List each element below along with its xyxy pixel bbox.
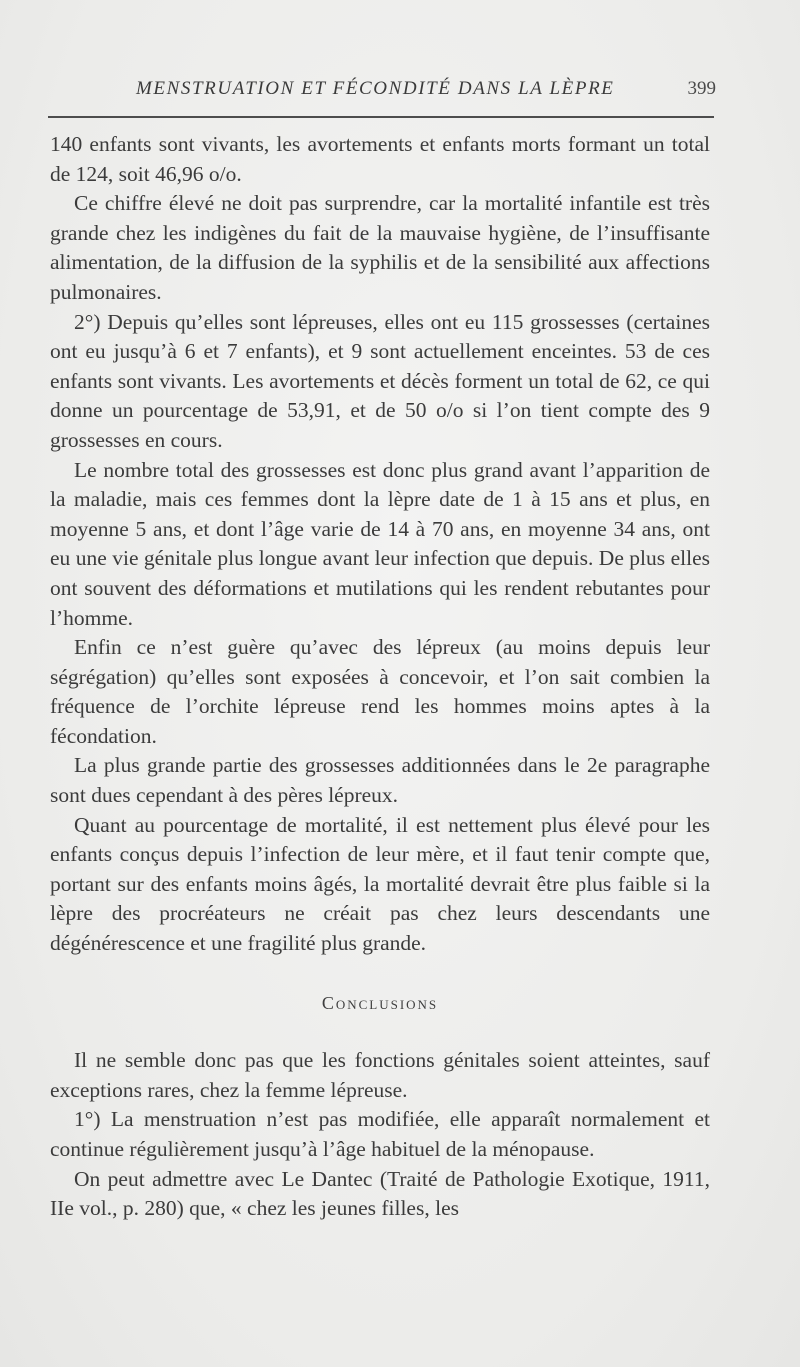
paragraph-4: Le nombre total des grossesses est donc plus grand avant l’apparition de la maladie, mais ces femmes dont la lèpre date de 1 à 15 ans et plus, en moyenne 5 ans, et dont l’âge varie de 14 à 70 ans, en moyenne 34 ans, ont eu une vie génitale plus longue avant leur infection que depuis. De plus elles ont souvent des déformations et mutilations qui les rendent rebutantes pour l’homme. <box>50 457 710 630</box>
running-header <box>50 78 716 102</box>
section-heading-conclusions: Conclusions <box>321 992 439 1013</box>
header-rule <box>48 116 714 118</box>
conclusion-paragraph-2: 1°) La menstruation n’est pas modifiée, elle apparaît normalement et continue régulièrement jusqu’à l’âge habituel de la ménopause. <box>50 1107 710 1161</box>
running-title: MENSTRUATION ET FÉCONDITÉ DANS LA LÈPRE <box>136 78 615 99</box>
paragraph-6: La plus grande partie des grossesses additionnées dans le 2e paragraphe sont dues cependant à des pères lépreux. <box>50 753 710 808</box>
paragraph-2: Ce chiffre élevé ne doit pas surprendre, car la mortalité infantile est très grande chez les indigènes du fait de la mauvaise hygiène, de l’insuffisante alimentation, de la diffusion de la syphilis et de la sensibilité aux affections pulmonaires. <box>50 191 710 304</box>
paragraph-7: Quant au pourcentage de mortalité, il est nettement plus élevé pour les enfants conçus depuis l’infection de leur mère, et il faut tenir compte que, portant sur des enfants moins âgés, la mortalité devrait être plus faible si la lèpre des procréateurs ne créait pas chez leurs descendants une dégénérescence et une fragilité plus grande. <box>50 812 710 956</box>
paragraph-3: 2°) Depuis qu’elles sont lépreuses, elles ont eu 115 grossesses (certaines ont eu jusqu’à 6 et 7 enfants), et 9 sont actuellement enceintes. 53 de ces enfants sont vivants. Les avortements et décès forment un total de 62, ce qui donne un pourcentage de 53,91, et de 50 o/o si l’on tient compte des 9 grossesses en cours. <box>50 309 710 452</box>
paragraph-1: 140 enfants sont vivants, les avortements et enfants morts formant un total de 124, soit 46,96 o/o. <box>50 132 710 186</box>
conclusion-paragraph-3: On peut admettre avec Le Dantec (Traité de Pathologie Exotique, 1911, IIe vol., p. 280) que, « chez les jeunes filles, les <box>50 1166 710 1221</box>
paragraph-5: Enfin ce n’est guère qu’avec des lépreux (au moins depuis leur ségrégation) qu’elles sont exposées à concevoir, et l’on sait combien la fréquence de l’orchite lépreuse rend les hommes moins aptes à la fécondation. <box>50 635 710 748</box>
conclusion-paragraph-1: Il ne semble donc pas que les fonctions génitales soient atteintes, sauf exceptions rares, chez la femme lépreuse. <box>50 1048 710 1102</box>
page-number: 399 <box>687 78 716 99</box>
body-text <box>50 130 710 1224</box>
